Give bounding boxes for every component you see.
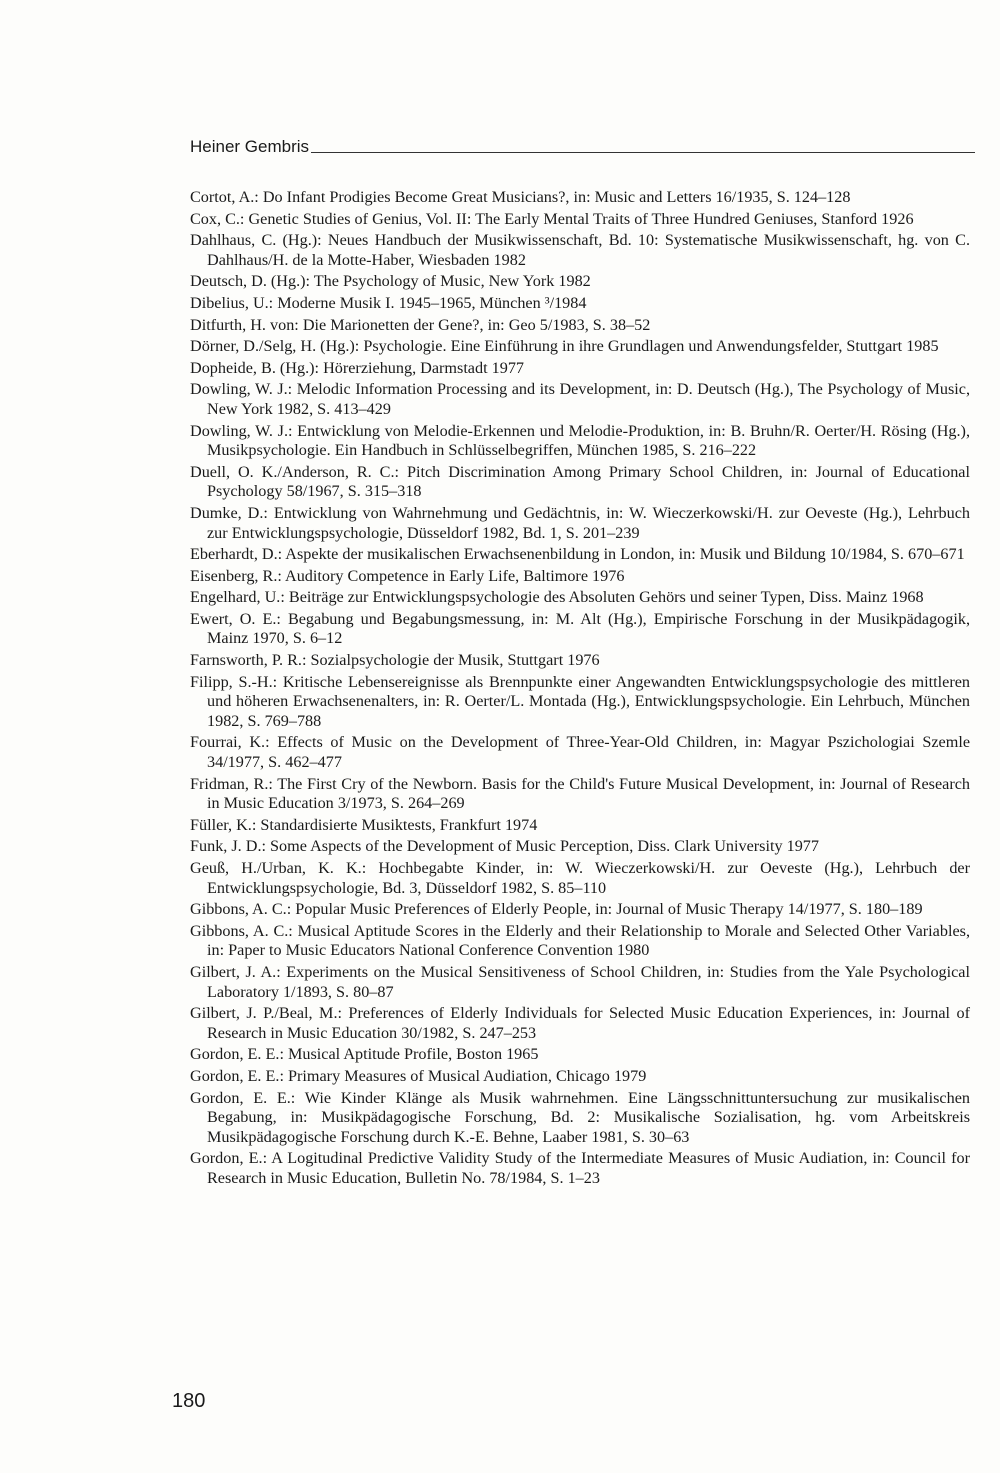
reference-entry: Geuß, H./Urban, K. K.: Hochbegabte Kinder, in: W. Wieczerkowski/H. zur Oeveste (Hg.), Lehrbuch der Entwicklungspsychologie, Bd. 3, Düsseldorf 1982, S. 85–110 bbox=[190, 859, 970, 897]
reference-list bbox=[190, 188, 970, 1191]
reference-entry: Gibbons, A. C.: Musical Aptitude Scores in the Elderly and their Relationship to Morale and Selected Other Variables, in: Paper to Music Educators National Conference Convention 1980 bbox=[190, 921, 970, 960]
reference-entry: Gilbert, J. A.: Experiments on the Musical Sensitiveness of School Children, in: Studies from the Yale Psychological Laboratory 1/1893, S. 80–87 bbox=[190, 962, 970, 1001]
reference-entry: Gibbons, A. C.: Popular Music Preferences of Elderly People, in: Journal of Music Therapy 14/1977, S. 180–189 bbox=[190, 900, 923, 919]
reference-entry: Gordon, E. E.: Primary Measures of Musical Audiation, Chicago 1979 bbox=[190, 1066, 647, 1085]
reference-entry: Gilbert, J. P./Beal, M.: Preferences of Elderly Individuals for Selected Music Education Experiences, in: Journal of Research in Music Education 30/1982, S. 247–253 bbox=[190, 1004, 970, 1042]
reference-entry: Filipp, S.-H.: Kritische Lebensereignisse als Brennpunkte einer Angewandten Entwicklungspsychologie des mittleren und höheren Erwachsenenalters, in: R. Oerter/L. Montada (Hg.), Entwicklungspsychologie. Ein Lehrbuch, München 1982, S. 769–788 bbox=[190, 672, 970, 730]
reference-entry: Cox, C.: Genetic Studies of Genius, Vol. II: The Early Mental Traits of Three Hundred Geniuses, Stanford 1926 bbox=[190, 209, 914, 228]
reference-entry: Fridman, R.: The First Cry of the Newborn. Basis for the Child's Future Musical Development, in: Journal of Research in Music Education 3/1973, S. 264–269 bbox=[190, 774, 970, 813]
reference-entry: Füller, K.: Standardisierte Musiktests, Frankfurt 1974 bbox=[190, 815, 538, 834]
reference-entry: Dowling, W. J.: Entwicklung von Melodie-Erkennen und Melodie-Produktion, in: B. Bruhn/R. Oerter/H. Rösing (Hg.), Musikpsychologie. Ein Handbuch in Schlüsselbegriffen, München 1985, S. 216–222 bbox=[190, 421, 970, 460]
reference-entry: Dowling, W. J.: Melodic Information Processing and its Development, in: D. Deutsch (Hg.), The Psychology of Music, New York 1982, S. 413–429 bbox=[190, 380, 970, 418]
reference-entry: Dörner, D./Selg, H. (Hg.): Psychologie. Eine Einführung in ihre Grundlagen und Anwendungsfelder, Stuttgart 1985 bbox=[190, 337, 939, 356]
reference-entry: Eberhardt, D.: Aspekte der musikalischen Erwachsenenbildung in London, in: Musik und Bildung 10/1984, S. 670–671 bbox=[190, 545, 965, 564]
reference-entry: Eisenberg, R.: Auditory Competence in Early Life, Baltimore 1976 bbox=[190, 566, 625, 585]
reference-entry: Duell, O. K./Anderson, R. C.: Pitch Discrimination Among Primary School Children, in: Journal of Educational Psychology 58/1967, S. 315–318 bbox=[190, 462, 970, 501]
reference-entry: Farnsworth, P. R.: Sozialpsychologie der Musik, Stuttgart 1976 bbox=[190, 651, 600, 670]
reference-entry: Dumke, D.: Entwicklung von Wahrnehmung und Gedächtnis, in: W. Wieczerkowski/H. zur Oeveste (Hg.), Lehrbuch zur Entwicklungspsychologie, Düsseldorf 1982, Bd. 1, S. 201–239 bbox=[190, 503, 970, 542]
reference-entry: Dibelius, U.: Moderne Musik I. 1945–1965, München ³/1984 bbox=[190, 293, 587, 312]
reference-entry: Dahlhaus, C. (Hg.): Neues Handbuch der Musikwissenschaft, Bd. 10: Systematische Musikwissenschaft, hg. von C. Dahlhaus/H. de la Motte-Haber, Wiesbaden 1982 bbox=[190, 231, 970, 269]
reference-entry: Dopheide, B. (Hg.): Hörerziehung, Darmstadt 1977 bbox=[190, 358, 525, 377]
reference-entry: Fourrai, K.: Effects of Music on the Development of Three-Year-Old Children, in: Magyar Pszichologiai Szemle 34/1977, S. 462–477 bbox=[190, 733, 970, 772]
reference-entry: Gordon, E. E.: Musical Aptitude Profile, Boston 1965 bbox=[190, 1045, 539, 1064]
running-header bbox=[190, 137, 975, 157]
reference-entry: Gordon, E.: A Logitudinal Predictive Validity Study of the Intermediate Measures of Music Audiation, in: Council for Research in Music Education, Bulletin No. 78/1984, S. 1–23 bbox=[190, 1149, 970, 1187]
header-author: Heiner Gembris bbox=[190, 137, 310, 156]
reference-entry: Ewert, O. E.: Begabung und Begabungsmessung, in: M. Alt (Hg.), Empirische Forschung in der Musikpädagogik, Mainz 1970, S. 6–12 bbox=[190, 609, 970, 648]
reference-entry: Ditfurth, H. von: Die Marionetten der Gene?, in: Geo 5/1983, S. 38–52 bbox=[190, 315, 651, 334]
reference-entry: Gordon, E. E.: Wie Kinder Klänge als Musik wahrnehmen. Eine Längsschnittuntersuchung zur musikalischen Begabung, in: Musikpädagogische Forschung, Bd. 2: Musikalische Sozialisation, hg. vom Arbeitskreis Musikpädagogische Forschung durch K.-E. Behne, Laaber 1981, S. 30–63 bbox=[190, 1088, 970, 1146]
page-number: 180 bbox=[172, 1390, 206, 1412]
reference-entry: Engelhard, U.: Beiträge zur Entwicklungspsychologie des Absoluten Gehörs und seiner Typen, Diss. Mainz 1968 bbox=[190, 588, 924, 607]
header-rule bbox=[311, 152, 975, 153]
reference-entry: Cortot, A.: Do Infant Prodigies Become Great Musicians?, in: Music and Letters 16/1935, S. 124–128 bbox=[190, 188, 851, 206]
reference-entry: Deutsch, D. (Hg.): The Psychology of Music, New York 1982 bbox=[190, 272, 591, 291]
reference-entry: Funk, J. D.: Some Aspects of the Development of Music Perception, Diss. Clark University 1977 bbox=[190, 837, 819, 856]
